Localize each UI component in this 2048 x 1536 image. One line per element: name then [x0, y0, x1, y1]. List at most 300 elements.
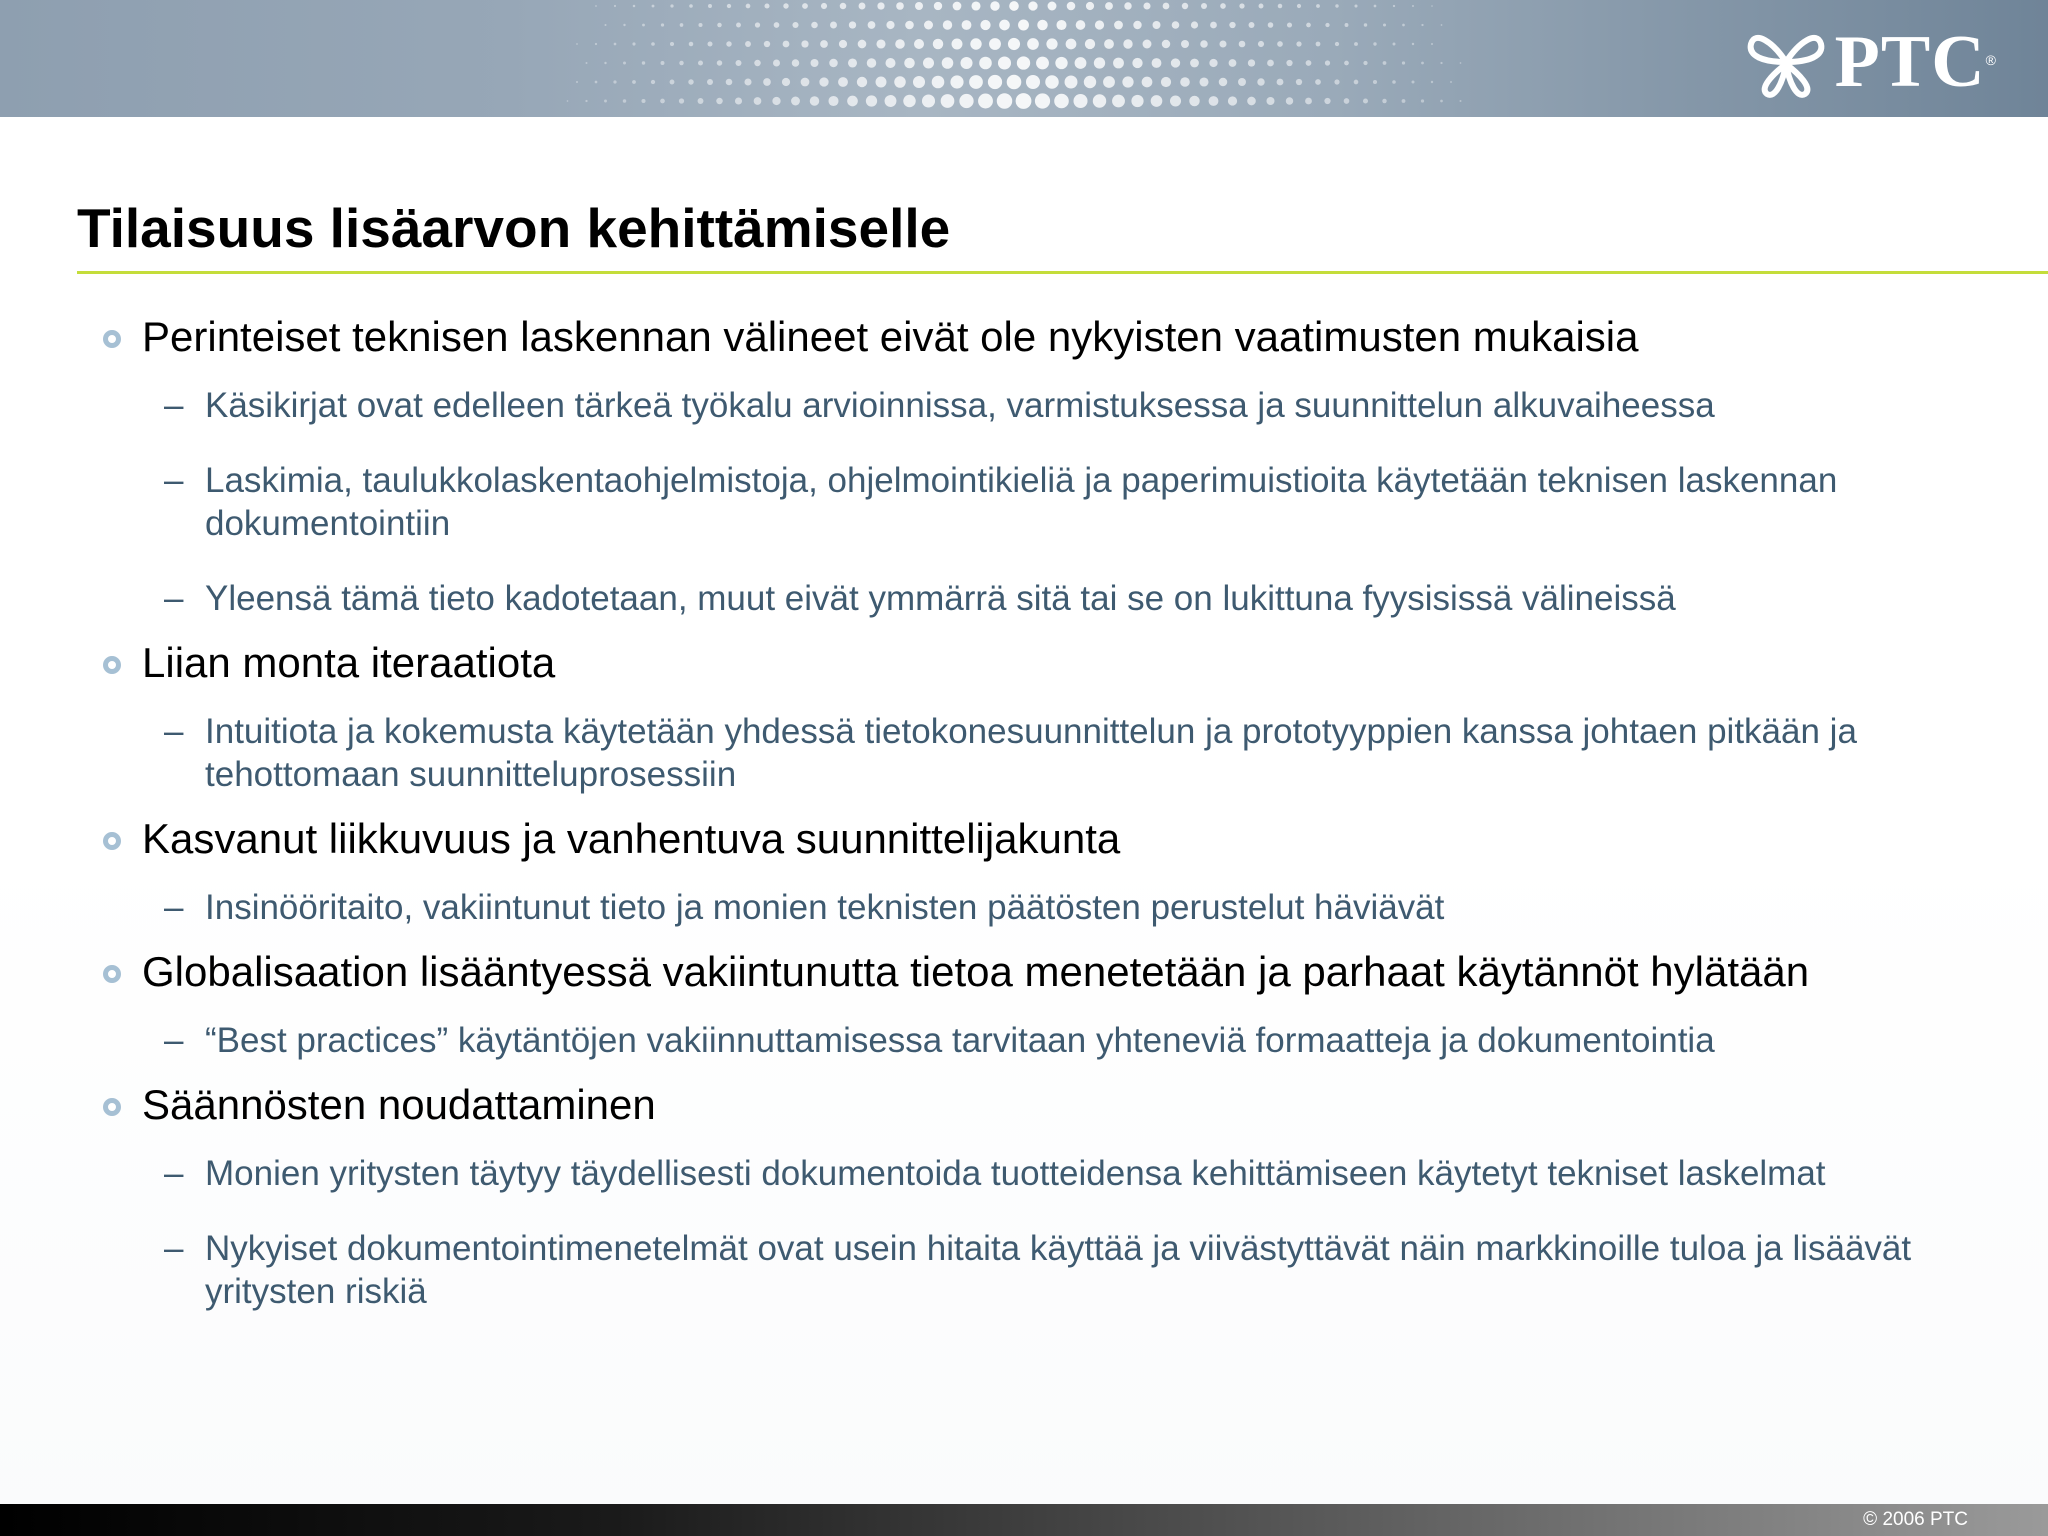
- halftone-dot: [1093, 94, 1106, 107]
- halftone-dot: [1066, 39, 1077, 50]
- halftone-dot: [1046, 38, 1057, 49]
- halftone-dot: [764, 41, 770, 47]
- halftone-dot: [744, 78, 751, 85]
- bullet-circle-icon: [103, 965, 121, 983]
- halftone-dot: [886, 21, 894, 29]
- halftone-dot: [1354, 4, 1357, 7]
- halftone-dot: [1143, 40, 1152, 49]
- sub-bullet-item: [100, 459, 2000, 545]
- halftone-dot: [838, 77, 848, 87]
- halftone-dot: [614, 5, 616, 7]
- halftone-dot: [604, 62, 606, 64]
- halftone-dot: [980, 20, 990, 30]
- halftone-dot: [1412, 43, 1414, 45]
- halftone-dot: [1324, 98, 1330, 104]
- sub-bullet-item: [100, 384, 2000, 427]
- halftone-dot: [1219, 40, 1226, 47]
- halftone-dot: [1249, 22, 1255, 28]
- halftone-dot: [1412, 81, 1415, 84]
- halftone-dot: [1383, 61, 1387, 65]
- halftone-dot: [1440, 62, 1442, 64]
- halftone-dot: [1459, 100, 1461, 102]
- halftone-dot: [652, 5, 655, 8]
- sub-bullet-text: Intuitiota ja kokemusta käytetään yhdessä tietokonesuunnittelun ja prototyyppien kanssa johtaen pitkään ja tehottomaan suunnitteluprosessiin: [205, 712, 1857, 794]
- halftone-dot: [1008, 38, 1020, 50]
- halftone-dot: [1056, 20, 1066, 30]
- halftone-dot: [1026, 75, 1040, 89]
- halftone-dot: [1266, 97, 1274, 105]
- halftone-dot: [1220, 3, 1226, 9]
- halftone-dot: [586, 62, 588, 64]
- halftone-dot: [661, 61, 665, 65]
- halftone-dot: [1007, 75, 1022, 90]
- halftone-dot: [1075, 57, 1087, 69]
- halftone-dot: [1325, 60, 1330, 65]
- halftone-dot: [642, 24, 645, 27]
- slide-content: [100, 312, 2000, 1331]
- halftone-dot: [1296, 79, 1302, 85]
- halftone-dot: [1152, 58, 1162, 68]
- halftone-dot: [1017, 56, 1030, 69]
- bullet-text: Kasvanut liikkuvuus ja vanhentuva suunnittelijakunta: [142, 815, 1121, 862]
- halftone-dot: [959, 94, 973, 108]
- halftone-dot: [735, 97, 742, 104]
- bullet-text: Perinteiset teknisen laskennan välineet eivät ole nykyisten vaatimusten mukaisia: [142, 313, 1639, 360]
- halftone-dot: [576, 43, 578, 45]
- halftone-dot: [1028, 1, 1037, 10]
- halftone-dot: [885, 95, 897, 107]
- halftone-dot: [708, 4, 712, 8]
- halftone-dot: [933, 39, 943, 49]
- halftone-dot: [999, 20, 1010, 31]
- halftone-dot: [1161, 77, 1171, 87]
- halftone-dot: [623, 99, 627, 103]
- halftone-dot: [1219, 78, 1228, 87]
- halftone-dot: [1048, 2, 1057, 11]
- halftone-dot: [746, 4, 751, 9]
- halftone-dot: [642, 61, 645, 64]
- halftone-dot: [1200, 40, 1208, 48]
- halftone-dot: [595, 5, 597, 7]
- halftone-dot: [1182, 3, 1188, 9]
- halftone-dot: [810, 59, 818, 67]
- halftone-dot: [988, 75, 1002, 89]
- halftone-dot: [1085, 39, 1095, 49]
- ptc-logo: [1743, 22, 1996, 102]
- halftone-dot: [1257, 78, 1264, 85]
- halftone-dot: [1392, 80, 1396, 84]
- halftone-dot: [1431, 43, 1433, 45]
- halftone-dot: [1095, 20, 1104, 29]
- halftone-dot: [1431, 5, 1433, 7]
- halftone-dot: [660, 99, 665, 104]
- halftone-dot: [1383, 23, 1386, 26]
- halftone-dot: [811, 22, 818, 29]
- halftone-dot: [847, 96, 858, 107]
- halftone-dot: [896, 2, 904, 10]
- dash-marker: –: [164, 888, 184, 927]
- halftone-dot: [1067, 2, 1076, 11]
- halftone-dot: [595, 43, 597, 45]
- bullet-text: Liian monta iteraatiota: [142, 639, 556, 686]
- halftone-dot: [716, 98, 723, 105]
- halftone-dot: [866, 95, 877, 106]
- halftone-dot: [585, 100, 587, 102]
- halftone-dot: [1402, 24, 1405, 27]
- halftone-dot: [802, 3, 808, 9]
- halftone-dot: [688, 79, 693, 84]
- halftone-dot: [1373, 42, 1376, 45]
- title-underline: [77, 271, 2048, 274]
- halftone-dot: [1354, 42, 1358, 46]
- halftone-dot: [1345, 23, 1349, 27]
- halftone-dot: [1374, 5, 1377, 8]
- halftone-dot: [979, 57, 992, 70]
- halftone-dot: [989, 38, 1001, 50]
- copyright-text: © 2006 PTC: [1863, 1509, 1968, 1530]
- halftone-dot: [1334, 79, 1339, 84]
- halftone-dot: [1364, 23, 1367, 26]
- halftone-dot: [727, 4, 731, 8]
- halftone-dot: [1009, 1, 1019, 11]
- halftone-dot: [1344, 98, 1350, 104]
- halftone-dot: [876, 77, 887, 88]
- halftone-dot: [783, 41, 790, 48]
- halftone-dot: [1247, 97, 1256, 106]
- halftone-dot: [849, 21, 856, 28]
- halftone-dot: [1210, 22, 1217, 29]
- halftone-dot: [858, 40, 867, 49]
- halftone-dot: [613, 80, 616, 83]
- halftone-dot: [1402, 61, 1405, 64]
- halftone-dot: [1133, 21, 1141, 29]
- halftone-dot: [763, 78, 771, 86]
- halftone-dot: [1162, 40, 1170, 48]
- halftone-dot: [932, 76, 945, 89]
- halftone-dot: [708, 42, 713, 47]
- halftone-dot: [1171, 58, 1180, 67]
- halftone-dot: [632, 42, 635, 45]
- halftone-dot: [1094, 57, 1105, 68]
- halftone-dot: [1018, 20, 1029, 31]
- halftone-dot: [1239, 3, 1244, 8]
- halftone-dot: [859, 3, 866, 10]
- halftone-dot: [840, 3, 847, 10]
- halftone-dot: [1199, 77, 1208, 86]
- halftone-dot: [934, 2, 942, 10]
- halftone-dot: [914, 39, 924, 49]
- halftone-dot: [801, 78, 810, 87]
- halftone-dot: [953, 2, 962, 11]
- halftone-dot: [717, 23, 721, 27]
- halftone-dot: [971, 1, 980, 10]
- bullet-item: [100, 814, 2000, 864]
- halftone-dot: [895, 39, 905, 49]
- halftone-dot: [1316, 4, 1320, 8]
- halftone-dot: [1073, 94, 1087, 108]
- halftone-dot: [1191, 21, 1198, 28]
- halftone-dot: [1229, 22, 1235, 28]
- halftone-dot: [1267, 60, 1274, 67]
- halftone-dot: [754, 60, 761, 67]
- halftone-dot: [1027, 38, 1039, 50]
- halftone-dot: [857, 77, 867, 87]
- sub-bullet-text: Yleensä tämä tieto kadotetaan, muut eivät ymmärrä sitä tai se on lukittuna fyysisissä välineissä: [205, 579, 1676, 618]
- halftone-dot: [922, 94, 935, 107]
- sub-bullet-item: [100, 577, 2000, 620]
- halftone-dot: [1325, 23, 1329, 27]
- halftone-dot: [632, 80, 636, 84]
- halftone-dot: [924, 21, 933, 30]
- header-banner: [0, 0, 2048, 117]
- halftone-dot: [670, 4, 673, 7]
- halftone-dot: [997, 93, 1012, 108]
- halftone-dot: [1440, 100, 1443, 103]
- halftone-dot: [679, 61, 683, 65]
- halftone-dot: [1105, 2, 1113, 10]
- halftone-dot: [661, 23, 664, 26]
- halftone-dot: [1306, 23, 1311, 28]
- halftone-dot: [736, 23, 741, 28]
- halftone-dot: [1268, 22, 1274, 28]
- halftone-dot: [1228, 96, 1237, 105]
- halftone-dot: [1287, 22, 1292, 27]
- bullet-item: [100, 947, 2000, 997]
- sub-bullet-text: Käsikirjat ovat edelleen tärkeä työkalu arvioinnissa, varmistuksessa ja suunnittelun alkuvaiheessa: [205, 386, 1715, 425]
- halftone-dot: [1277, 41, 1283, 47]
- halftone-dot: [680, 23, 684, 27]
- halftone-dot: [904, 58, 915, 69]
- sub-bullet-text: Laskimia, taulukkolaskentaohjelmistoja, ohjelmointikieliä ja paperimuistioita käytetään teknisen laskennan dokumentointiin: [205, 461, 1838, 543]
- halftone-dot: [1296, 41, 1301, 46]
- halftone-dot: [1132, 58, 1142, 68]
- halftone-dot: [1209, 59, 1217, 67]
- halftone-dot: [1402, 99, 1406, 103]
- sub-bullet-item: [100, 710, 2000, 796]
- ptc-butterfly-icon: [1743, 22, 1829, 102]
- halftone-dot: [1306, 60, 1312, 66]
- halftone-dot: [1441, 24, 1443, 26]
- slide-title: Tilaisuus lisäarvon kehittämiselle: [77, 197, 951, 259]
- halftone-dot: [1258, 41, 1264, 47]
- halftone-dot: [970, 38, 981, 49]
- halftone-dot: [1076, 20, 1086, 30]
- bullet-text: Globalisaation lisääntyessä vakiintunutta tietoa menetetään ja parhaat käytännöt hylätään: [142, 948, 1810, 995]
- sub-bullet-item: [100, 886, 2000, 929]
- halftone-dot: [772, 97, 780, 105]
- halftone-dot: [1153, 21, 1161, 29]
- halftone-dot: [969, 75, 983, 89]
- halftone-dot: [1335, 4, 1338, 7]
- halftone-dot: [745, 41, 751, 47]
- dash-marker: –: [164, 712, 184, 751]
- halftone-dot: [1315, 79, 1321, 85]
- halftone-dot: [1382, 99, 1386, 103]
- halftone-dot: [1113, 58, 1124, 69]
- halftone-dot: [1229, 59, 1237, 67]
- halftone-dot: [839, 40, 847, 48]
- sub-bullet-item: [100, 1019, 2000, 1062]
- halftone-dot: [792, 59, 800, 67]
- halftone-dot: [792, 22, 798, 28]
- halftone-dot: [915, 2, 923, 10]
- halftone-dot: [1238, 78, 1246, 86]
- dash-marker: –: [164, 579, 184, 618]
- halftone-dot: [1151, 95, 1163, 107]
- halftone-dot: [604, 100, 607, 103]
- halftone-dot: [894, 76, 906, 88]
- halftone-dot: [1112, 95, 1125, 108]
- halftone-dot: [885, 58, 895, 68]
- halftone-dot: [1209, 96, 1219, 106]
- halftone-dot: [726, 79, 733, 86]
- halftone-dot: [698, 98, 704, 104]
- halftone-dot: [1045, 75, 1059, 89]
- halftone-dot: [978, 94, 993, 109]
- halftone-dot: [1421, 24, 1423, 26]
- halftone-dots-decoration: [0, 0, 2048, 117]
- halftone-dot: [1035, 93, 1050, 108]
- halftone-dot: [913, 76, 925, 88]
- halftone-dot: [1460, 62, 1462, 64]
- halftone-dot: [689, 4, 693, 8]
- bullet-item: [100, 638, 2000, 688]
- halftone-dot: [1278, 4, 1283, 9]
- halftone-dot: [1103, 76, 1115, 88]
- halftone-dot: [623, 62, 626, 65]
- halftone-dot: [614, 43, 617, 46]
- halftone-dot: [801, 40, 808, 47]
- halftone-dot: [1344, 61, 1349, 66]
- halftone-dot: [1123, 39, 1132, 48]
- bullet-item: [100, 1080, 2000, 1130]
- halftone-dot: [1086, 2, 1094, 10]
- halftone-dot: [783, 3, 788, 8]
- halftone-dot: [651, 42, 655, 46]
- halftone-dot: [1393, 43, 1396, 46]
- halftone-dot: [605, 24, 607, 26]
- bullet-circle-icon: [103, 1098, 121, 1116]
- halftone-dot: [736, 60, 742, 66]
- halftone-dot: [576, 81, 578, 83]
- halftone-dot: [1421, 99, 1424, 102]
- sub-bullet-text: Monien yritysten täytyy täydellisesti dokumentoida tuotteidensa kehittämiseen käytetyt tekniset laskelmat: [205, 1154, 1826, 1193]
- halftone-dot: [821, 3, 827, 9]
- halftone-dot: [876, 39, 885, 48]
- halftone-dot: [755, 22, 760, 27]
- sub-bullet-item: [100, 1152, 2000, 1195]
- dash-marker: –: [164, 386, 184, 425]
- dash-marker: –: [164, 461, 184, 500]
- bullet-circle-icon: [103, 656, 121, 674]
- halftone-dot: [1131, 95, 1143, 107]
- halftone-dot: [595, 81, 598, 84]
- halftone-dot: [1363, 98, 1368, 103]
- halftone-dot: [679, 98, 684, 103]
- sub-bullet-item: [100, 1227, 2000, 1313]
- halftone-dot: [1065, 76, 1078, 89]
- halftone-dot: [1421, 62, 1424, 65]
- halftone-dot: [1143, 2, 1150, 9]
- halftone-dot: [623, 24, 625, 26]
- halftone-dot: [1122, 76, 1133, 87]
- halftone-dot: [1055, 57, 1067, 69]
- bullet-circle-icon: [103, 832, 121, 850]
- halftone-dot: [1142, 77, 1153, 88]
- halftone-dot: [830, 22, 837, 29]
- halftone-dot: [1181, 40, 1189, 48]
- halftone-dot: [950, 75, 963, 88]
- halftone-dot: [698, 61, 703, 66]
- halftone-dot: [689, 42, 694, 47]
- halftone-dot: [1104, 39, 1114, 49]
- halftone-dot: [1201, 3, 1207, 9]
- halftone-dot: [1248, 59, 1255, 66]
- halftone-dot: [819, 77, 828, 86]
- halftone-dot: [717, 60, 722, 65]
- halftone-dot: [670, 42, 674, 46]
- halftone-dot: [1335, 42, 1339, 46]
- halftone-dot: [1450, 81, 1452, 83]
- bullet-text: Säännösten noudattaminen: [142, 1081, 656, 1128]
- halftone-dot: [633, 5, 636, 8]
- halftone-dot: [1412, 5, 1414, 7]
- halftone-dot: [1170, 95, 1181, 106]
- halftone-dot: [829, 59, 838, 68]
- sub-bullet-text: Insinööritaito, vakiintunut tieto ja monien teknisten päätösten perustelut häviävät: [205, 888, 1445, 927]
- halftone-dot: [1037, 20, 1047, 30]
- halftone-dot: [942, 57, 954, 69]
- halftone-dot: [1124, 2, 1131, 9]
- halftone-dot: [773, 60, 780, 67]
- halftone-dot: [868, 21, 876, 29]
- halftone-dot: [960, 57, 972, 69]
- halftone-dot: [764, 3, 769, 8]
- halftone-dot: [782, 78, 790, 86]
- halftone-dot: [1016, 93, 1032, 109]
- halftone-dot: [923, 57, 934, 68]
- halftone-dot: [962, 20, 972, 30]
- halftone-dot: [1393, 5, 1395, 7]
- halftone-dot: [1316, 42, 1321, 47]
- halftone-dot: [707, 79, 713, 85]
- halftone-dot: [1373, 80, 1377, 84]
- halftone-dot: [848, 58, 857, 67]
- halftone-dot: [1172, 21, 1180, 29]
- halftone-dot: [1305, 98, 1312, 105]
- bullet-circle-icon: [103, 330, 121, 348]
- footer-bar: [0, 1504, 2048, 1536]
- halftone-dot: [1239, 41, 1246, 48]
- halftone-dot: [820, 40, 828, 48]
- halftone-dot: [943, 20, 952, 29]
- halftone-dot: [1297, 4, 1301, 8]
- halftone-dot: [651, 80, 655, 84]
- halftone-dot: [670, 80, 675, 85]
- halftone-dot: [1190, 59, 1199, 68]
- dash-marker: –: [164, 1154, 184, 1193]
- halftone-dot: [726, 41, 731, 46]
- halftone-dot: [1114, 21, 1123, 30]
- halftone-dot: [698, 23, 702, 27]
- halftone-dot: [1286, 97, 1293, 104]
- halftone-dot: [1259, 4, 1264, 9]
- halftone-dot: [1163, 3, 1170, 10]
- halftone-dot: [828, 96, 838, 106]
- halftone-dot: [941, 94, 955, 108]
- halftone-dot: [905, 21, 914, 30]
- bullet-item: [100, 312, 2000, 362]
